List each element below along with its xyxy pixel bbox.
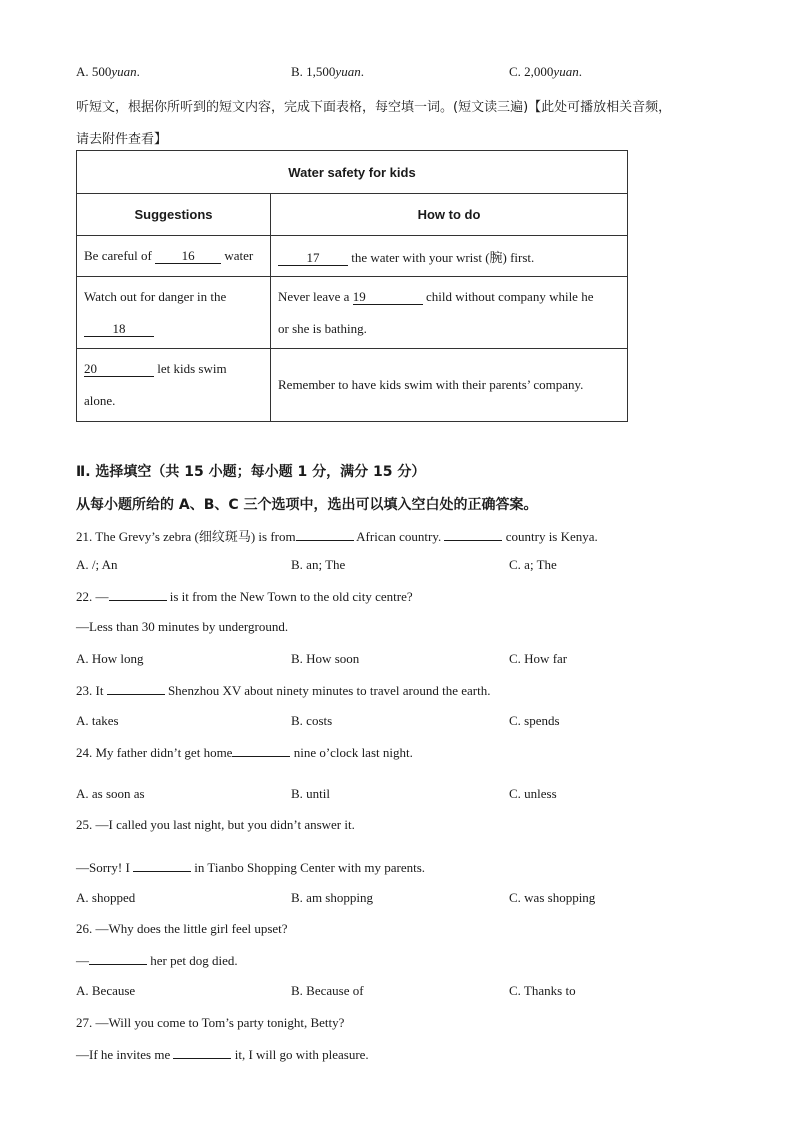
answer-blank[interactable] bbox=[107, 682, 165, 695]
answer-blank[interactable] bbox=[133, 859, 191, 872]
table-cell: Watch out for danger in the 18 bbox=[77, 277, 271, 349]
answer-blank[interactable] bbox=[109, 588, 167, 601]
question-22-reply: —Less than 30 minutes by underground. bbox=[76, 619, 289, 634]
answer-blank-16[interactable]: 16 bbox=[155, 249, 221, 264]
option-b[interactable]: B. until bbox=[291, 786, 331, 801]
option-b[interactable]: B. Because of bbox=[291, 983, 364, 998]
answer-blank-19[interactable]: 19 bbox=[353, 290, 423, 305]
question-27-reply: —If he invites me it, I will go with pleasure. bbox=[76, 1047, 369, 1062]
question-21-options bbox=[76, 557, 696, 575]
option-c[interactable]: C. Thanks to bbox=[509, 983, 576, 998]
option-a[interactable]: A. Because bbox=[76, 983, 136, 998]
listening-instruction-line2: 请去附件查看】 bbox=[76, 132, 168, 147]
answer-blank-18[interactable]: 18 bbox=[84, 322, 154, 337]
question-22-options bbox=[76, 651, 696, 669]
how-to-do-header: How to do bbox=[271, 194, 628, 236]
listening-instruction-line1: 听短文，根据你所听到的短文内容，完成下面表格，每空填一词。(短文读三遍)【此处可播放相关音频， bbox=[76, 100, 672, 115]
option-a[interactable]: A. /; An bbox=[76, 557, 118, 572]
table-cell: 17 the water with your wrist (腕) first. bbox=[271, 236, 628, 277]
option-b[interactable]: B. an; The bbox=[291, 557, 346, 572]
answer-blank[interactable] bbox=[173, 1046, 231, 1059]
question-25-reply: —Sorry! I in Tianbo Shopping Center with my parents. bbox=[76, 860, 426, 875]
option-c[interactable]: C. How far bbox=[509, 651, 568, 666]
question-26-options bbox=[76, 983, 696, 1001]
question-26: 26. —Why does the little girl feel upset? bbox=[76, 921, 288, 936]
option-c[interactable]: C. was shopping bbox=[509, 890, 596, 905]
option-c: C. 2,000yuan. bbox=[509, 64, 582, 79]
question-24-options bbox=[76, 786, 696, 804]
table-row bbox=[77, 277, 628, 349]
option-a[interactable]: A. as soon as bbox=[76, 786, 145, 801]
option-b[interactable]: B. costs bbox=[291, 713, 333, 728]
suggestions-header: Suggestions bbox=[77, 194, 271, 236]
answer-blank[interactable] bbox=[444, 528, 502, 541]
option-a[interactable]: A. takes bbox=[76, 713, 119, 728]
question-26-reply: — her pet dog died. bbox=[76, 953, 238, 968]
option-c[interactable]: C. spends bbox=[509, 713, 560, 728]
question-22: 22. — is it from the New Town to the old city centre? bbox=[76, 589, 413, 604]
option-a[interactable]: A. shopped bbox=[76, 890, 136, 905]
table-row bbox=[77, 349, 628, 422]
answer-blank[interactable] bbox=[89, 952, 147, 965]
water-safety-table bbox=[76, 150, 628, 422]
table-cell: Never leave a 19 child without company while he or she is bathing. bbox=[271, 277, 628, 349]
section-instruction: 从每小题所给的 A、B、C 三个选项中，选出可以填入空白处的正确答案。 bbox=[76, 497, 538, 513]
question-27: 27. —Will you come to Tom’s party tonight, Betty? bbox=[76, 1015, 345, 1030]
question-23-options bbox=[76, 713, 696, 731]
answer-blank-20[interactable]: 20 bbox=[84, 362, 154, 377]
table-row bbox=[77, 236, 628, 277]
option-b[interactable]: B. am shopping bbox=[291, 890, 373, 905]
table-cell: Remember to have kids swim with their parents’ company. bbox=[271, 349, 628, 422]
table-cell: 20 let kids swim alone. bbox=[77, 349, 271, 422]
option-a[interactable]: A. How long bbox=[76, 651, 144, 666]
table-cell: Be careful of 16 water bbox=[77, 236, 271, 277]
question-24: 24. My father didn’t get home nine o’clock last night. bbox=[76, 745, 413, 760]
option-b[interactable]: B. How soon bbox=[291, 651, 360, 666]
prev-question-options bbox=[76, 64, 696, 82]
option-c[interactable]: C. unless bbox=[509, 786, 557, 801]
question-23: 23. It Shenzhou XV about ninety minutes to travel around the earth. bbox=[76, 683, 491, 698]
option-b: B. 1,500yuan. bbox=[291, 64, 364, 79]
answer-blank[interactable] bbox=[232, 744, 290, 757]
question-25-options bbox=[76, 890, 696, 908]
table-title: Water safety for kids bbox=[77, 151, 628, 194]
option-c[interactable]: C. a; The bbox=[509, 557, 557, 572]
question-25: 25. —I called you last night, but you didn’t answer it. bbox=[76, 817, 355, 832]
answer-blank[interactable] bbox=[296, 528, 354, 541]
section-heading: Ⅱ. 选择填空（共 15 小题；每小题 1 分，满分 15 分） bbox=[76, 464, 426, 480]
answer-blank-17[interactable]: 17 bbox=[278, 251, 348, 266]
question-21: 21. The Grevy’s zebra (细纹斑马) is from African country. country is Kenya. bbox=[76, 529, 598, 544]
option-a: A. 500yuan. bbox=[76, 64, 140, 79]
